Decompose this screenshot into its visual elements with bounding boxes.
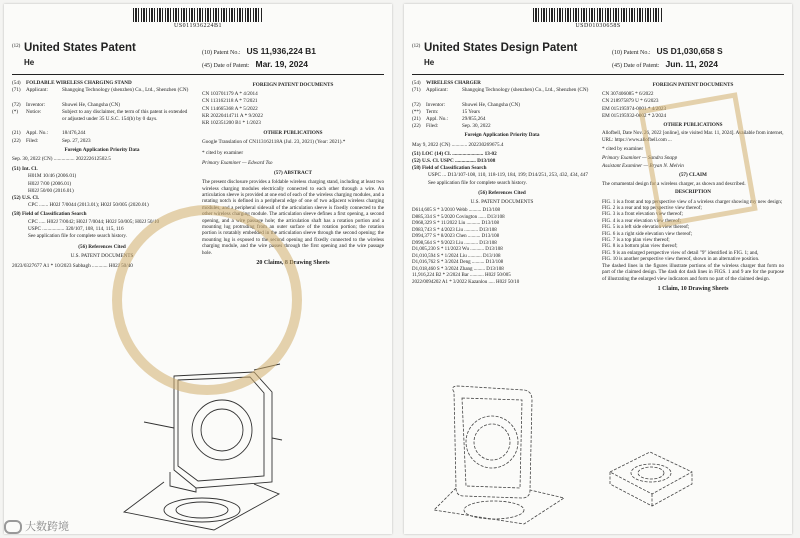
foreign-doc: CN 103701179 A * 4/2014 xyxy=(202,91,258,98)
description-paragraph: FIG. 8 is a bottom plan view thereof; xyxy=(602,243,678,250)
cited-by-examiner: * cited by examiner xyxy=(602,146,644,153)
foreign-doc: EM 015195932-0002 * 2/2024 xyxy=(602,112,667,119)
barcode-number: US011936224B1 xyxy=(174,23,222,29)
reference-row: 11,916,224 B2 * 2/2024 Bar ........... H02J 50/005 xyxy=(412,273,511,279)
other-pub: Google Translation of CN113162118A (Jul. 23, 2021) (Year: 2021).* xyxy=(202,139,346,146)
field-code: (22) xyxy=(412,123,421,130)
field-key: Appl. No.: xyxy=(426,115,449,122)
bib-field xyxy=(12,109,192,131)
field-value: Sep. 27, 2023 xyxy=(62,137,91,144)
foreign-doc: KR 102351200 B1 * 1/2023 xyxy=(202,120,261,127)
barcode xyxy=(133,8,263,22)
field-value: 18/476,244 xyxy=(62,130,86,137)
claims-count: 1 Claim, 10 Drawing Sheets xyxy=(657,285,729,292)
field-value: Sep. 30, 2022 xyxy=(462,123,491,130)
bib-field xyxy=(412,87,592,101)
field-value: 15 Years xyxy=(462,108,480,115)
field-code: (**) xyxy=(412,108,421,115)
foreign-doc: KR 20220414711 A * 9/2022 xyxy=(202,112,263,119)
reference-row: D983,743 S * 4/2023 Liu ........... D13/108 xyxy=(412,227,497,233)
field-code: (72) xyxy=(412,101,421,108)
claim-text: The ornamental design for a wireless charger, as shown and described. xyxy=(602,181,746,188)
assistant-examiner: Assistant Examiner — Bryan N. Melvin xyxy=(602,162,684,169)
foreign-docs-title: FOREIGN PATENT DOCUMENTS xyxy=(252,82,334,88)
claim-label: (57) CLAIM xyxy=(679,171,707,178)
description-paragraph: FIG. 2 is a rear and top perspective view thereof; xyxy=(602,205,702,212)
intcl-item: H01M 10/46 (2006.01) xyxy=(28,173,77,180)
description-paragraph: FIG. 10 is another perspective view thereof, shown in an alternative position. xyxy=(602,256,760,263)
inventor-short: He xyxy=(424,58,435,67)
field-key: FOLDABLE WIRELESS CHARGING STAND xyxy=(26,80,132,86)
abstract-text: The present disclosure provides a foldable wireless charging stand, including at least two wireless charging modules electrically connected to each other through a wire. An articulation sleeve is provided at one end of each of the wireless charging modules, and a rotating notch is defined in a peripheral edge of one of two adjacent wireless charging modules, and a peripheral sidewall of the articulation sleeve is fixedly connected to the other wireless charging module. The articulation sleeve defines a first opening, a second opening, and a wire passage hole; the articulation shaft has a rotation portion and a mounting lug protruding from an outer surface of the rotation portion; the rotation portion is rotatably embedded in the articulation sleeve through the second opening; the mounting lug is exposed to the second opening and fixedly connected to the wireless charging module, and the wire passes through the first opening and the wire passage hole. xyxy=(202,179,384,256)
field-code: (21) xyxy=(12,130,21,137)
watermark-circle xyxy=(112,205,302,395)
patent-page-design xyxy=(404,4,792,534)
classif: CPC ..... H02J 7/0042; H02J 7/0044; H02J 50/005; H02J 50/10 xyxy=(28,218,160,225)
field-key: WIRELESS CHARGER xyxy=(426,80,481,86)
field-value: Subject to any disclaimer, the term of this patent is extended or adjusted under 35 U.S.C. 154(b) by 0 days. xyxy=(62,108,188,122)
intcl-item: H02J 50/00 (2016.01) xyxy=(28,187,74,194)
patent-date: Mar. 19, 2024 xyxy=(255,59,308,69)
references-sub: U.S. PATENT DOCUMENTS xyxy=(70,253,134,260)
patent-date-line: (45) Date of Patent: Jun. 11, 2024 xyxy=(612,59,718,69)
foreign-priority-title: Foreign Application Priority Data xyxy=(464,132,540,139)
field-code: (71) xyxy=(12,87,21,94)
field-key: Inventor: xyxy=(26,101,46,108)
foreign-doc: CN 113162118 A * 7/2021 xyxy=(202,98,258,105)
field-key: Notice: xyxy=(26,108,42,115)
other-pub-title: OTHER PUBLICATIONS xyxy=(663,122,723,129)
reference-row: D994,377 S * 8/2023 Chen .......... D13/108 xyxy=(412,234,500,240)
reference-row: D614,605 S * 3/2010 Webb .......... D13/108 xyxy=(412,208,500,214)
references-label: (56) References Cited xyxy=(478,189,526,196)
foreign-doc: CN 114665368 A * 5/2022 xyxy=(202,105,258,112)
reference-row: D968,329 S * 11/2022 Liu ........... D13/108 xyxy=(412,221,500,227)
brand-logo xyxy=(4,518,69,534)
patent-number: US 11,936,224 B1 xyxy=(246,46,316,56)
locarno-class: (51) LOC (14) Cl. ........................ 13-02 xyxy=(412,150,497,157)
field-key: Appl. No.: xyxy=(26,130,49,137)
reference-row: D1,005,230 S * 11/2023 Wu ........... D13/108 xyxy=(412,247,503,253)
patent-drawing-charger-upright xyxy=(414,380,604,530)
primary-examiner: Primary Examiner — Sandra Snapp xyxy=(602,155,678,162)
uscl: (52) U.S. Cl. USPC ................ D13/108 xyxy=(412,157,496,164)
intcl-label: (51) Int. Cl. xyxy=(12,166,38,173)
inventor-short: He xyxy=(24,58,35,67)
country-code: (12) xyxy=(412,44,421,49)
other-pub-title: OTHER PUBLICATIONS xyxy=(263,130,323,137)
reference-row: 2023/0327677 A1 * 10/2023 Sabbagh ............ H02J 50/40 xyxy=(12,262,133,269)
field-code: (71) xyxy=(412,87,421,94)
uscl-label: (52) U.S. Cl. xyxy=(12,194,39,201)
patent-date-line: (45) Date of Patent: Mar. 19, 2024 xyxy=(202,59,308,69)
bib-field xyxy=(412,123,592,130)
field-value: Shuwei He, Changsha (CN) xyxy=(462,101,520,108)
reference-row: D1,016,762 S * 3/2024 Deng .......... D13/108 xyxy=(412,260,504,266)
patent-drawing-charger-folded xyxy=(600,442,700,522)
barcode-number: USD01030658S xyxy=(575,23,621,29)
field-value: Shuwei He, Changsha (CN) xyxy=(62,101,120,108)
see-application: See application file for complete search history. xyxy=(428,179,527,186)
barcode xyxy=(533,8,663,22)
patent-title: United States Patent xyxy=(24,42,136,54)
bib-field xyxy=(12,87,192,101)
field-key: Filed: xyxy=(26,137,39,144)
bib-field xyxy=(12,138,192,145)
intcl-list xyxy=(12,173,192,195)
reference-row: 2022/0094202 A1 * 3/2022 Kazanlou ..... H02J 50/10 xyxy=(412,279,520,285)
patent-number-line: (10) Patent No.: US 11,936,224 B1 xyxy=(202,46,316,56)
description-label: DESCRIPTION xyxy=(674,189,712,196)
foreign-doc: CN 218975879 U * 6/2023 xyxy=(602,98,659,105)
country-code: (12) xyxy=(12,44,21,49)
reference-row: D998,564 S * 9/2023 Liu ........... D13/108 xyxy=(412,240,497,246)
description-paragraph: FIG. 5 is a left side elevation view thereof; xyxy=(602,224,690,231)
cited-by-examiner: * cited by examiner xyxy=(202,149,244,156)
description-paragraph: FIG. 6 is a right side elevation view thereof; xyxy=(602,230,693,237)
description-paragraph: FIG. 9 is an enlarged perspective view of detail "9" identified in FIG. 1; and, xyxy=(602,249,759,256)
reference-row: D1,010,594 S * 1/2024 Liu ........... D13/108 xyxy=(412,253,501,259)
intcl-item: H02J 7/00 (2006.01) xyxy=(28,180,72,187)
description-paragraph: FIG. 1 is a front and top perspective view of a wireless charger showing my new design; xyxy=(602,198,783,205)
references-sub: U.S. PATENT DOCUMENTS xyxy=(470,198,534,205)
field-key: Applicant: xyxy=(26,87,48,94)
foreign-doc: CN 307406085 * 6/2022 xyxy=(602,91,654,98)
field-code: (54) xyxy=(12,80,21,86)
description-paragraph: FIG. 3 is a front elevation view thereof; xyxy=(602,211,683,218)
field-key: Filed: xyxy=(426,123,439,130)
other-pub: Allofbell, Date Nov. 26, 2022 [online], site visited Mar. 11, 2024]. Available from internet, URL: https://www.allofbell.com ... xyxy=(602,131,784,143)
foreign-docs-title: FOREIGN PATENT DOCUMENTS xyxy=(652,82,734,88)
abstract-label: (57) ABSTRACT xyxy=(274,170,312,177)
field-value: 29/855,264 xyxy=(462,115,486,122)
logo-icon xyxy=(4,520,22,534)
classif: USPC ... D13/107-108, 110, 118-119, 184, 199; D14/251, 253, 432, 434, 447 xyxy=(428,172,588,179)
description-paragraph: FIG. 4 is a rear elevation view thereof; xyxy=(602,217,681,224)
bib-field xyxy=(12,102,192,109)
description-paragraph: The dashed lines in the figures illustrate portions of the wireless charger that form no part of the claimed design. The dash dot dash lines in FIGS. 1 and 9 are for the purpose of illustrating the enlarged view indicators and form no part of the claimed design. xyxy=(602,262,784,282)
claims-count: 20 Claims, 8 Drawing Sheets xyxy=(256,260,330,267)
references-list xyxy=(412,208,592,286)
foreign-priority: May 9, 2022 (CN) ............ 202230269675.4 xyxy=(412,141,504,148)
field-code: (21) xyxy=(412,115,421,122)
patent-title: United States Design Patent xyxy=(424,42,578,54)
reference-row: D1,018,460 S * 3/2024 Zhang ......... D13/108 xyxy=(412,266,504,272)
foreign-priority: Sep. 30, 2022 (CN) ................ 202222612502.5 xyxy=(12,155,111,162)
field-code: (22) xyxy=(12,137,21,144)
left-column xyxy=(412,80,592,286)
bib-field xyxy=(412,102,592,109)
field-key: Term: xyxy=(426,108,439,115)
field-value: Shangqing Technology (shenzhen) Co., Ltd., Shenzhen (CN) xyxy=(462,87,589,94)
bib-field xyxy=(12,130,192,137)
field-code: (*) xyxy=(12,108,19,115)
bib-field xyxy=(412,116,592,123)
patent-header xyxy=(12,42,384,75)
primary-examiner: Primary Examiner — Edward Tso xyxy=(202,159,273,166)
patent-header xyxy=(412,42,784,75)
field-key: Inventor: xyxy=(426,101,446,108)
foreign-priority-title: Foreign Application Priority Data xyxy=(64,146,140,153)
uspc: USPC ................. 320/107, 108, 114, 115, 116 xyxy=(28,225,124,232)
patent-number: US D1,030,658 S xyxy=(656,46,723,56)
classif-label: (58) Field of Classification Search xyxy=(12,211,87,218)
bib-field xyxy=(412,109,592,116)
field-value: Shangqing Technology (shenzhen) Co., Ltd., Shenzhen (CN) xyxy=(62,87,189,94)
watermark-stamp xyxy=(638,92,757,228)
reference-row: D885,334 S * 5/2020 Covington ...... D13/108 xyxy=(412,214,505,220)
field-key: Applicant: xyxy=(426,87,448,94)
foreign-doc: EM 015195974-0001 * 4/2023 xyxy=(602,105,667,112)
patent-number-line: (10) Patent No.: US D1,030,658 S xyxy=(612,46,723,56)
logo-text: 大数跨境 xyxy=(25,520,69,533)
description-paragraph: FIG. 7 is a top plan view thereof; xyxy=(602,237,670,244)
patent-date: Jun. 11, 2024 xyxy=(665,59,718,69)
see-application: See application file for complete search history. xyxy=(28,232,127,239)
classif-label: (58) Field of Classification Search xyxy=(412,165,487,172)
field-code: (54) xyxy=(412,80,421,86)
references-label: (56) References Cited xyxy=(78,244,126,251)
field-code: (72) xyxy=(12,101,21,108)
uscl: CPC ....... H02J 7/0044 (2013.01); H02J 50/005 (2020.01) xyxy=(28,202,149,209)
